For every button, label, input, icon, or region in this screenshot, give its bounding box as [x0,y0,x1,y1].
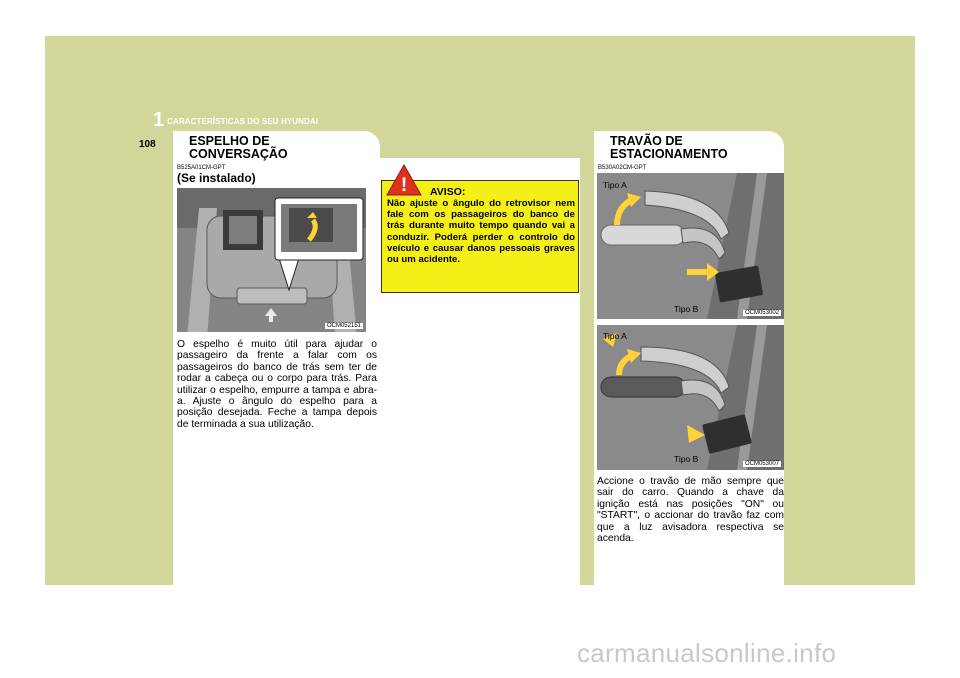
mirror-description: O espelho é muito útil para ajudar o passageiro da frente a falar com os passageiros do banco de trás sem ter de rodar a cabeça ou o corpo para trás. Para utilizar o espelho, empurre a tampa e abra-a. Ajuste o ângulo do espelho para a posição desejada. Feche a tampa depois de terminada a sua utilização. [177,339,377,430]
fig2-label-b: Tipo B [674,454,699,464]
mirror-illustration [177,188,366,332]
left-title-line1: ESPELHO DE [189,134,270,148]
fig1-label-b: Tipo B [674,304,699,314]
fig2-label-a: Tipo A [603,331,627,341]
parking-brake-illustration-1 [597,173,784,319]
right-section-code: B530A02CM-GPT [598,165,647,171]
right-section-title [610,135,728,161]
site-watermark: carmanualsonline.info [577,638,837,668]
right-title-line1: TRAVÃO DE [610,134,683,148]
conversation-mirror-image [177,188,366,332]
right-title-line2: ESTACIONAMENTO [610,147,728,161]
left-section-title [189,135,288,161]
chapter-title: CARACTERÍSTICAS DO SEU HYUNDAI [167,117,319,126]
parking-brake-figure-1 [597,173,784,319]
left-section-code: B525A01CM-GPT [177,165,226,171]
page-number: 108 [139,139,156,150]
mirror-image-code: OCM052151 [326,323,361,329]
parking-brake-description: Accione o travão de mão sempre que sair do carro. Quando a chave da ignição está nas posições "ON" ou "START", o accionar do travão faz com que a luz avisadora respectiva se acenda. [597,476,784,545]
fig1-code: OCM053002 [744,310,779,316]
chapter-header [153,109,318,132]
chapter-number: 1 [153,109,165,131]
parking-brake-illustration-2 [597,325,784,470]
left-title-line2: CONVERSAÇÃO [189,147,288,161]
warning-icon-glyph: ! [400,175,408,196]
warning-icon [386,164,422,201]
warning-text: Não ajuste o ângulo do retrovisor nem fale com os passageiros do banco de trás durante muito tempo quando vai a conduzir. Poderá perder o controlo do veículo e causar danos pessoais graves ou um acidente. [387,198,575,266]
warning-title: AVISO: [430,186,466,198]
fig2-code: OCM053007 [744,461,779,467]
fig1-label-a: Tipo A [603,180,627,190]
left-subheading: (Se instalado) [177,171,256,185]
parking-brake-figure-2 [597,325,784,470]
